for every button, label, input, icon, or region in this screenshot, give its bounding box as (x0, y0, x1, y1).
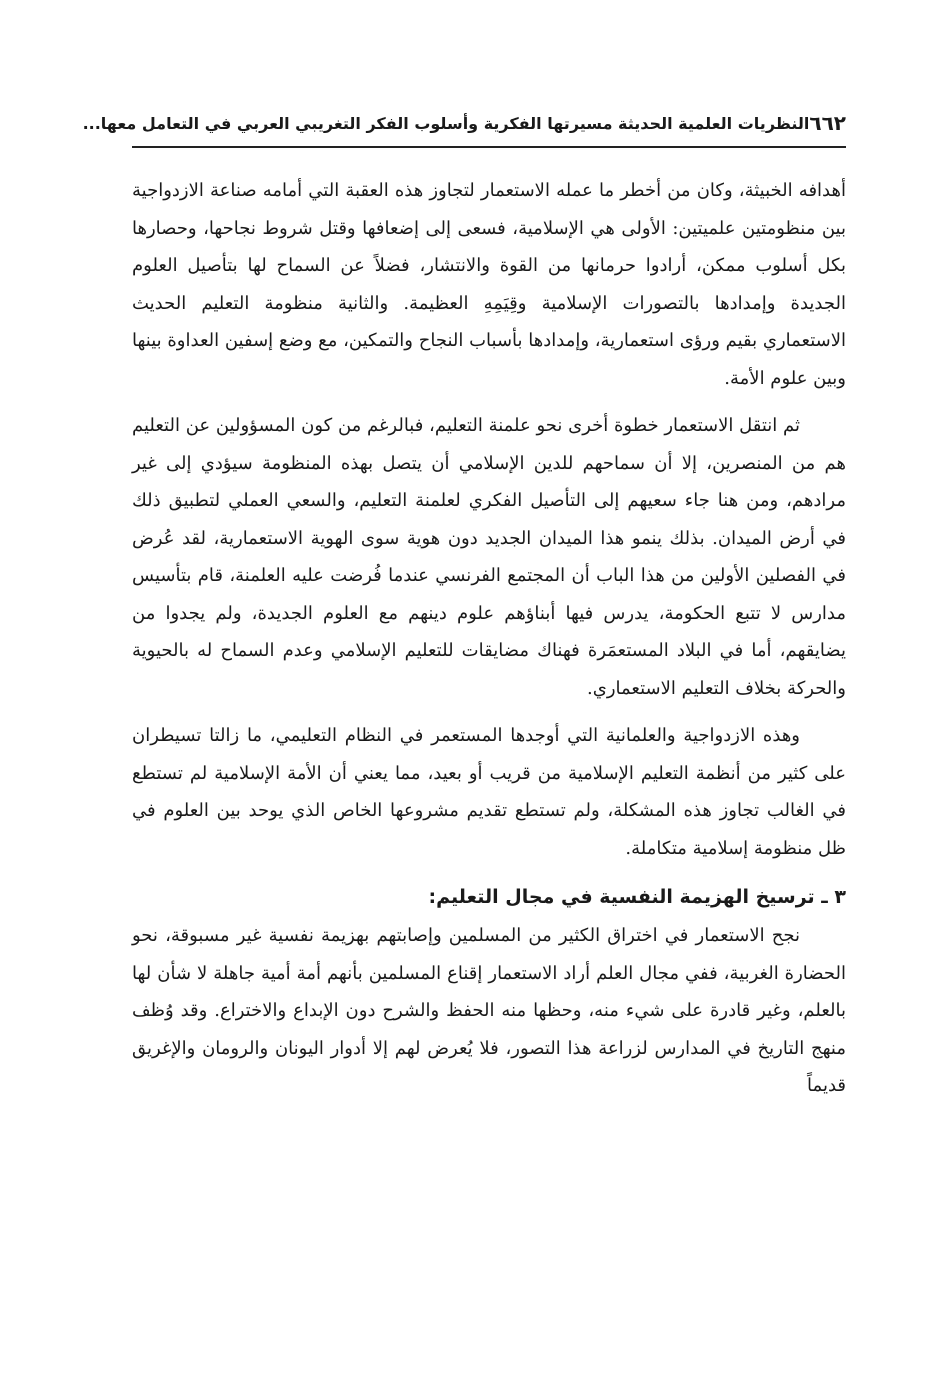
page-body (132, 172, 846, 1105)
running-header (82, 106, 846, 140)
running-header-title: النظريات العلمية الحديثة مسيرتها الفكرية وأسلوب الفكر التغريبي العربي في التعامل معها... (82, 113, 810, 133)
paragraph-1: أهدافه الخبيثة، وكان من أخطر ما عمله الاستعمار لتجاوز هذه العقبة التي أمامه صناعة الازدواجية بين منظومتين علميتين: الأولى هي الإسلامية، فسعى إلى إضعافها وقتل شروط نجاحها، وحصارها بكل أسلوب ممكن، أرادوا حرمانها من القوة والانتشار، فضلاً عن السماح لها بتأصيل العلوم الجديدة وإمدادها بالتصورات الإسلامية وقِيَمِهِ العظيمة. والثانية منظومة التعليم الحديث الاستعماري بقيم ورؤى استعمارية، وإمدادها بأسباب النجاح والتمكين، مع وضع إسفين العداوة بينها وبين علوم الأمة. (132, 180, 846, 389)
page-number: ٦٦٢ (809, 111, 846, 135)
paragraph-spacer (132, 707, 846, 717)
paragraph-spacer (132, 397, 846, 407)
section-heading: ٣ ـ ترسيخ الهزيمة النفسية في مجال التعليم: (428, 886, 846, 908)
header-divider (132, 146, 846, 148)
paragraph-2: ثم انتقل الاستعمار خطوة أخرى نحو علمنة التعليم، فبالرغم من كون المسؤولين عن التعليم هم من المنصرين، إلا أن سماحهم للدين الإسلامي أن يتصل بهذه المنظومة سيؤدي إلى غير مرادهم، ومن هنا جاء سعيهم إلى التأصيل الفكري لعلمنة التعليم، والسعي العملي لتطبيق ذلك في أرض الميدان. بذلك ينمو هذا الميدان الجديد دون هوية سوى الهوية الاستعمارية، لقد عُرض في الفصلين الأولين من هذا الباب أن المجتمع الفرنسي عندما فُرضت عليه العلمنة، قام بتأسيس مدارس لا تتبع الحكومة، يدرس فيها أبناؤهم علوم دينهم مع العلوم الجديدة، ولم يجدوا من يضايقهم، أما في البلاد المستعمَرة فهناك مضايقات للتعليم الإسلامي وعدم السماح له بالحيوية والحركة بخلاف التعليم الاستعماري. (132, 415, 846, 699)
paragraph-spacer (132, 867, 846, 877)
paragraph-3: وهذه الازدواجية والعلمانية التي أوجدها المستعمر في النظام التعليمي، ما زالتا تسيطران على كثير من أنظمة التعليم الإسلامية من قريب أو بعيد، مما يعني أن الأمة الإسلامية لم تستطع في الغالب تجاوز هذه المشكلة، ولم تستطع تقديم مشروعها الخاص الذي يوحد بين العلوم في ظل منظومة إسلامية متكاملة. (132, 725, 846, 859)
paragraph-4: نجح الاستعمار في اختراق الكثير من المسلمين وإصابتهم بهزيمة نفسية غير مسبوقة، نحو الحضارة الغربية، ففي مجال العلم أراد الاستعمار إقناع المسلمين بأنهم أمة أمية جاهلة لا شأن لها بالعلم، وغير قادرة على شيء منه، وحظها منه الحفظ والشرح دون الإبداع والاختراع. وقد وُظف منهج التاريخ في المدارس لزراعة هذا التصور، فلا يُعرض لهم إلا أدوار اليونان والرومان والإغريق قديماً (132, 925, 846, 1096)
